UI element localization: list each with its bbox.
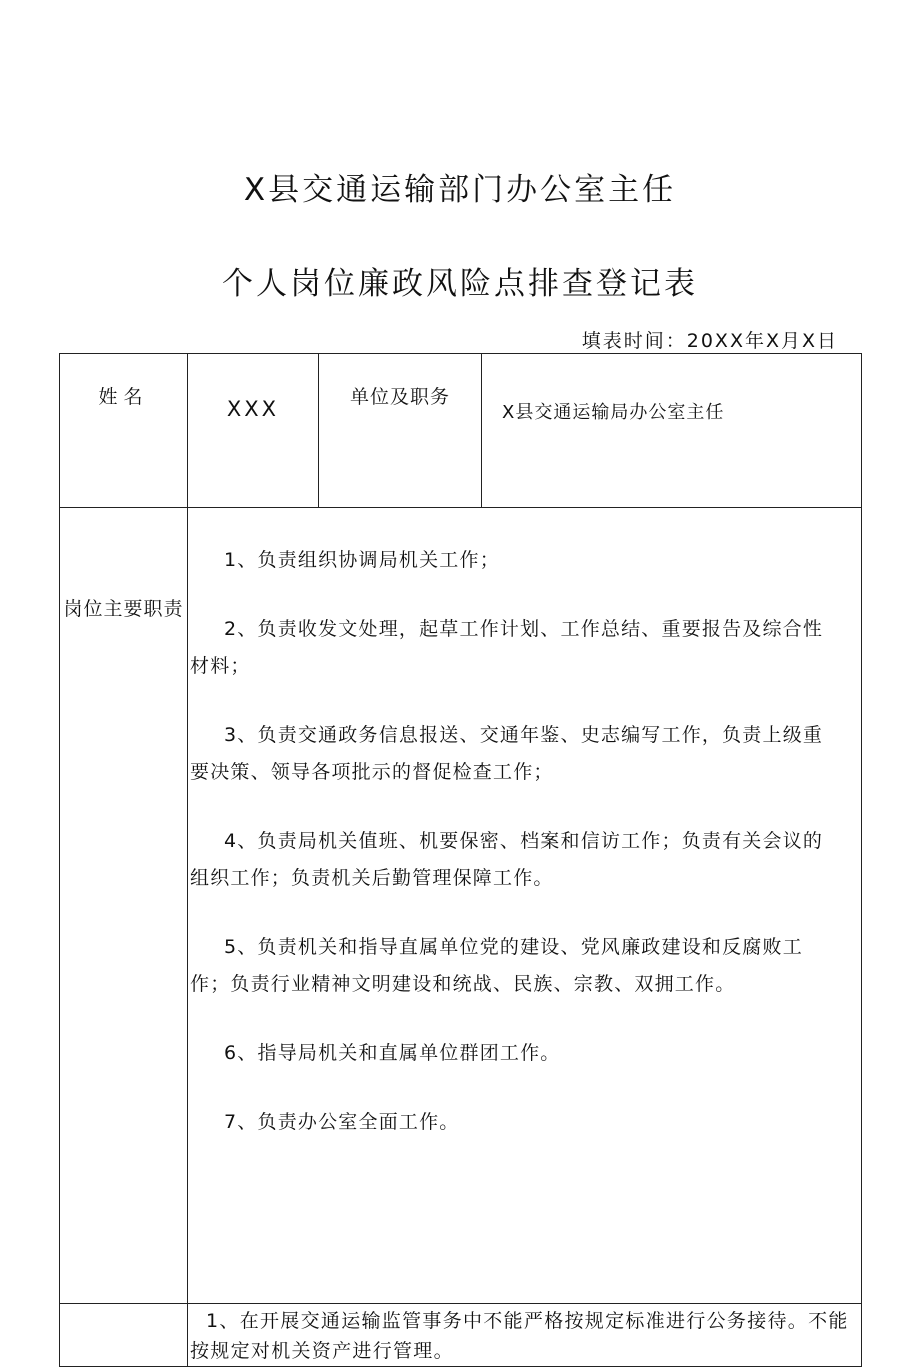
fill-date: 填表时间：20XX年X月X日: [581, 330, 838, 352]
duty-item: 7、负责办公室全面工作。: [224, 1111, 460, 1133]
duties-row: [60, 508, 862, 1304]
duties-list: [188, 508, 861, 1141]
unit-position-value: X县交通运输局办公室主任: [482, 354, 862, 508]
personal-info-row: [60, 354, 862, 508]
duty-item: 6、指导局机关和直属单位群团工作。: [224, 1042, 561, 1064]
duties-label: 岗位主要职责: [60, 508, 188, 1304]
risk-points-row: [60, 1304, 862, 1367]
unit-position-label: 单位及职务: [319, 354, 482, 508]
risk-points-text: 1、在开展交通运输监管事务中不能严格按规定标准进行公务接待。不能按规定对机关资产进行管理。: [188, 1304, 862, 1367]
duty-item: 1、负责组织协调局机关工作；: [224, 549, 500, 571]
registration-form-table: [59, 353, 862, 1367]
name-label: 姓名: [60, 354, 188, 508]
document-title-line1: X县交通运输部门办公室主任: [243, 172, 677, 208]
name-value: XXX: [188, 354, 319, 508]
risk-points-label: [60, 1304, 188, 1367]
duty-item: 4、负责局机关值班、机要保密、档案和信访工作；负责有关会议的组织工作；负责机关后勤管理保障工作。: [190, 830, 824, 889]
duty-item: 3、负责交通政务信息报送、交通年鉴、史志编写工作，负责上级重要决策、领导各项批示的督促检查工作；: [190, 724, 824, 783]
document-title-line2: 个人岗位廉政风险点排查登记表: [222, 266, 698, 302]
duties-cell: [188, 508, 862, 1304]
duty-item: 5、负责机关和指导直属单位党的建设、党风廉政建设和反腐败工作；负责行业精神文明建设和统战、民族、宗教、双拥工作。: [190, 936, 803, 995]
duty-item: 2、负责收发文处理，起草工作计划、工作总结、重要报告及综合性材料；: [190, 618, 824, 677]
